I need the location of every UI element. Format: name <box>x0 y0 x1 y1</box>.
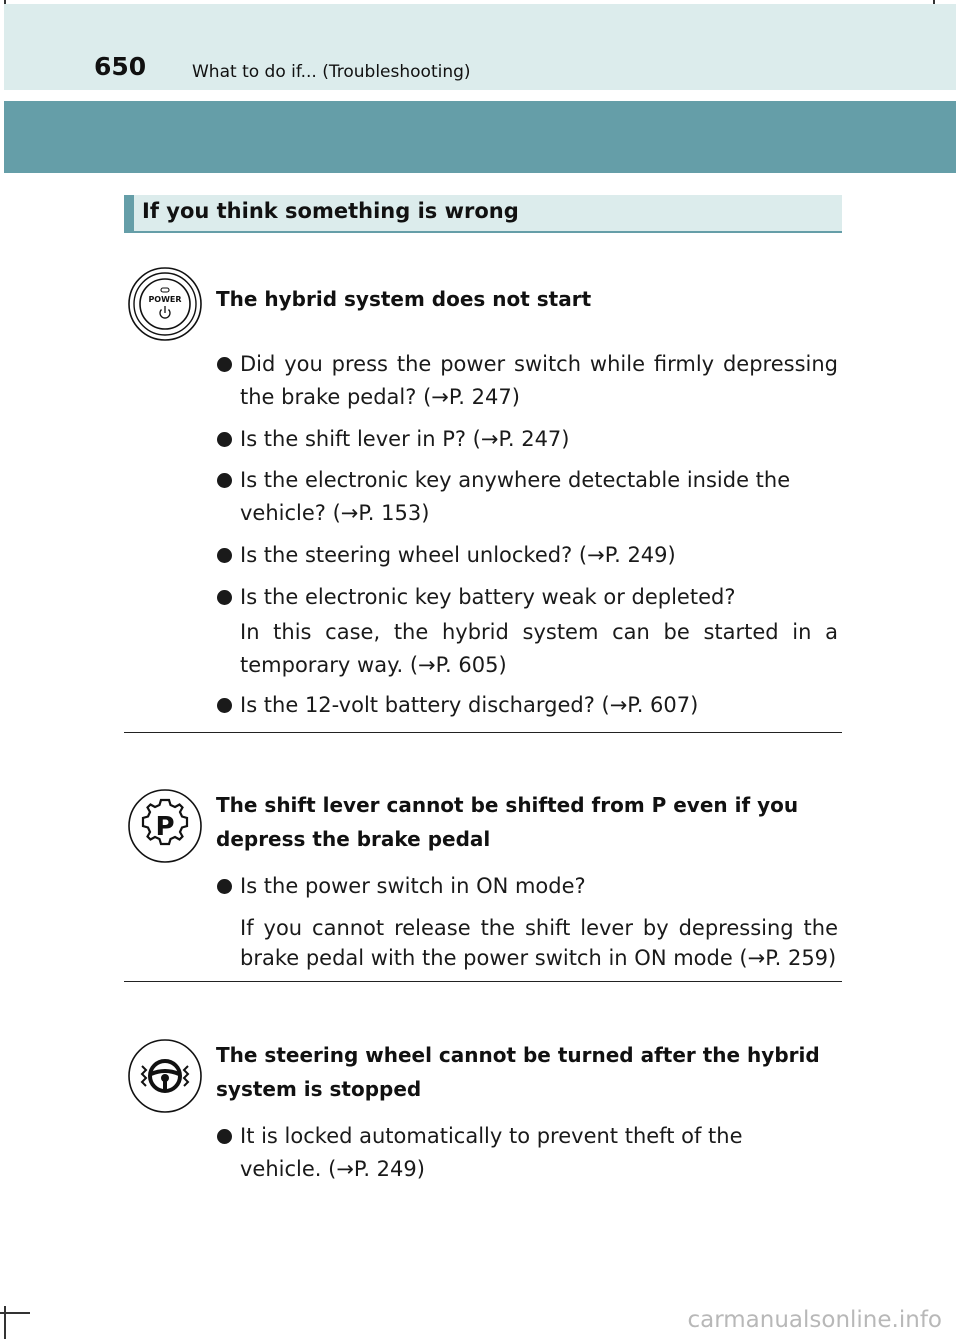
p-icon-label: P <box>155 812 175 842</box>
note-shift-release: If you cannot release the shift lever by depressing the brake pedal with the power switch in ON mode (→P. 259) <box>240 916 838 970</box>
crop-mark-bottom-left-h <box>0 1312 30 1314</box>
list-item: Is the steering wheel unlocked? (→P. 249) <box>216 539 838 572</box>
chapter-band <box>4 101 956 173</box>
divider <box>124 732 842 733</box>
section-title: If you think something is wrong <box>142 199 519 223</box>
header-band <box>4 4 956 90</box>
watermark: carmanualsonline.info <box>687 1307 942 1333</box>
list-item: It is locked automatically to prevent theft of the vehicle. (→P. 249) <box>216 1120 776 1186</box>
shift-lock-p-icon <box>127 788 203 864</box>
heading-shift-lever: The shift lever cannot be shifted from P even if you depress the brake pedal <box>216 793 799 851</box>
list-item: Is the 12-volt battery discharged? (→P. 607) <box>216 689 838 722</box>
list-item: Is the electronic key battery weak or depleted? <box>216 581 838 614</box>
list-item: Is the shift lever in P? (→P. 247) <box>216 423 838 456</box>
heading-steering-wheel: The steering wheel cannot be turned after the hybrid system is stopped <box>216 1043 820 1101</box>
divider <box>124 981 842 982</box>
section-header <box>124 195 842 233</box>
page-number: 650 <box>94 52 147 81</box>
note-temporary-start: In this case, the hybrid system can be started in a temporary way. (→P. 605) <box>240 620 838 677</box>
list-item: Is the electronic key anywhere detectable inside the vehicle? (→P. 153) <box>216 464 838 530</box>
steering-lock-icon <box>127 1038 203 1114</box>
list-item: Is the power switch in ON mode? <box>216 870 838 903</box>
power-switch-icon <box>127 266 203 342</box>
crop-mark-bottom-left-v <box>4 1306 6 1339</box>
running-title: What to do if... (Troubleshooting) <box>192 62 471 82</box>
list-item: Did you press the power switch while firmly depressing the brake pedal? (→P. 247) <box>216 348 838 414</box>
heading-hybrid-no-start: The hybrid system does not start <box>216 287 592 311</box>
power-icon-label: POWER <box>148 295 182 304</box>
